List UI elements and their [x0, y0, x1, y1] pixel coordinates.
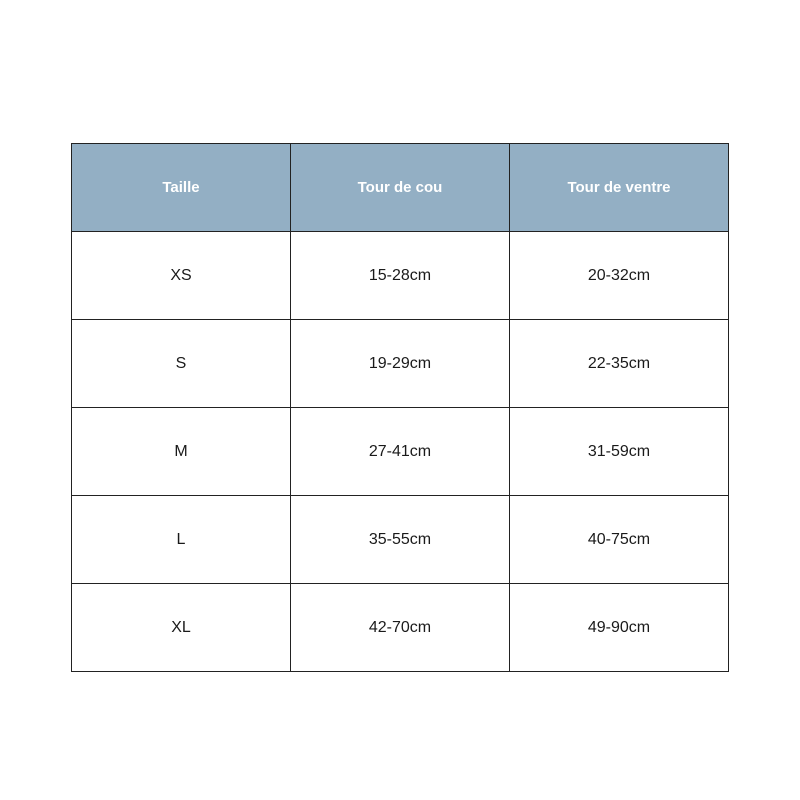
- size-cell: L: [72, 496, 291, 584]
- table-row: [72, 408, 729, 496]
- header-cell-taille: Taille: [72, 144, 291, 232]
- belly-cell: 22-35cm: [510, 320, 729, 408]
- table-row: [72, 320, 729, 408]
- size-cell: XL: [72, 584, 291, 672]
- table-header: [72, 144, 729, 232]
- table-row: [72, 584, 729, 672]
- size-cell: S: [72, 320, 291, 408]
- size-chart-table: [71, 143, 729, 672]
- neck-cell: 27-41cm: [291, 408, 510, 496]
- belly-cell: 40-75cm: [510, 496, 729, 584]
- neck-cell: 19-29cm: [291, 320, 510, 408]
- belly-cell: 49-90cm: [510, 584, 729, 672]
- table-row: [72, 496, 729, 584]
- belly-cell: 20-32cm: [510, 232, 729, 320]
- table-row: [72, 232, 729, 320]
- header-cell-tour-de-cou: Tour de cou: [291, 144, 510, 232]
- neck-cell: 15-28cm: [291, 232, 510, 320]
- neck-cell: 42-70cm: [291, 584, 510, 672]
- size-cell: XS: [72, 232, 291, 320]
- neck-cell: 35-55cm: [291, 496, 510, 584]
- header-row: [72, 144, 729, 232]
- table-body: [72, 232, 729, 672]
- belly-cell: 31-59cm: [510, 408, 729, 496]
- header-cell-tour-de-ventre: Tour de ventre: [510, 144, 729, 232]
- size-cell: M: [72, 408, 291, 496]
